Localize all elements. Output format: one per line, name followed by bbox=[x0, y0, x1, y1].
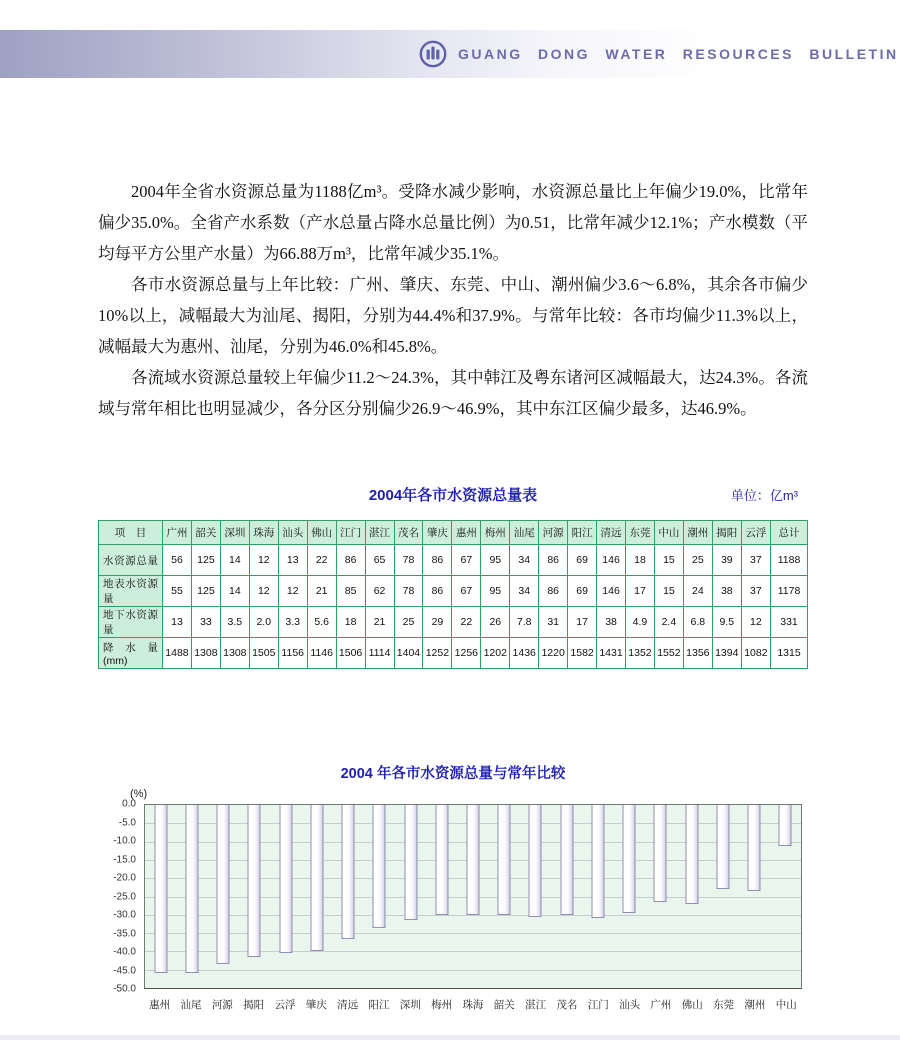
table-cell: 67 bbox=[452, 576, 481, 607]
table-header-row bbox=[99, 521, 808, 545]
paragraph-overview: 2004年全省水资源总量为1188亿m³。受降水减少影响，水资源总量比上年偏少19.0%，比常年偏少35.0%。全省产水系数（产水总量占降水总量比例）为0.51，比常年减少12.1%；产水模数（平均每平方公里产水量）为66.88万m³，比常年减少35.1%。 bbox=[98, 182, 808, 263]
chart-bar bbox=[498, 805, 511, 915]
x-tick-label: 肇庆 bbox=[305, 999, 327, 1011]
table-cell: 38 bbox=[712, 576, 741, 607]
chart-bar bbox=[779, 805, 792, 846]
gridline bbox=[145, 970, 801, 971]
table-cell: 1220 bbox=[539, 638, 568, 669]
table-cell: 62 bbox=[365, 576, 394, 607]
water-resources-table bbox=[98, 520, 808, 669]
chart-bar bbox=[685, 805, 698, 904]
y-tick-label: -40.0 bbox=[113, 946, 136, 958]
table-header-city: 惠州 bbox=[452, 521, 481, 545]
table-cell: 146 bbox=[597, 545, 626, 576]
table-cell: 1404 bbox=[394, 638, 423, 669]
table-cell: 15 bbox=[654, 576, 683, 607]
table-header-city: 清远 bbox=[597, 521, 626, 545]
table-cell: 125 bbox=[191, 545, 220, 576]
table-cell: 17 bbox=[568, 607, 597, 638]
gridline bbox=[145, 933, 801, 934]
table-header-city: 潮州 bbox=[683, 521, 712, 545]
chart-bar bbox=[217, 805, 230, 964]
chart-x-axis bbox=[144, 990, 802, 1022]
table-cell: 1252 bbox=[423, 638, 452, 669]
table-row bbox=[99, 607, 808, 638]
table-cell: 25 bbox=[394, 607, 423, 638]
chart-bar bbox=[373, 805, 386, 928]
table-cell: 12 bbox=[278, 576, 307, 607]
y-tick-label: -25.0 bbox=[113, 891, 136, 902]
table-header-city: 珠海 bbox=[249, 521, 278, 545]
table-cell: 1488 bbox=[163, 638, 192, 669]
row-label: 地表水资源量 bbox=[99, 576, 163, 607]
x-tick-label: 东莞 bbox=[713, 999, 735, 1011]
table-cell: 7.8 bbox=[510, 607, 539, 638]
table-cell: 18 bbox=[626, 545, 655, 576]
y-tick-label: -35.0 bbox=[113, 928, 136, 939]
table-cell: 1356 bbox=[683, 638, 712, 669]
table-cell: 3.5 bbox=[220, 607, 249, 638]
table-cell: 34 bbox=[510, 545, 539, 576]
chart-bar bbox=[342, 805, 355, 939]
paragraph-city-comparison: 各市水资源总量与上年比较：广州、肇庆、东莞、中山、潮州偏少3.6～6.8%，其余各市偏少10%以上，减幅最大为汕尾、揭阳，分别为44.4%和37.9%。与常年比较：各市均偏少11.3%以上，减幅最大为惠州、汕尾，分别为46.0%和45.8%。 bbox=[98, 275, 808, 356]
chart-bar bbox=[404, 805, 417, 920]
table-cell: 39 bbox=[712, 545, 741, 576]
y-tick-label: -15.0 bbox=[113, 854, 136, 865]
table-header-city: 东莞 bbox=[626, 521, 655, 545]
table-body bbox=[99, 545, 808, 669]
table-header-city: 佛山 bbox=[307, 521, 336, 545]
x-tick-label: 韶关 bbox=[493, 999, 515, 1011]
y-tick-label: -10.0 bbox=[113, 835, 136, 847]
x-tick-label: 云浮 bbox=[274, 999, 296, 1011]
table-cell: 85 bbox=[336, 576, 365, 607]
table-cell: 24 bbox=[683, 576, 712, 607]
table-cell: 1188 bbox=[771, 545, 808, 576]
table-cell: 13 bbox=[278, 545, 307, 576]
chart-title: 2004 年各市水资源总量与常年比较 bbox=[340, 766, 566, 782]
table-cell: 15 bbox=[654, 545, 683, 576]
table-header-city: 广州 bbox=[163, 521, 192, 545]
table-cell: 69 bbox=[568, 545, 597, 576]
table-cell: 5.6 bbox=[307, 607, 336, 638]
table-cell: 34 bbox=[510, 576, 539, 607]
table-cell: 37 bbox=[741, 545, 770, 576]
table-header-city: 江门 bbox=[336, 521, 365, 545]
table-cell: 78 bbox=[394, 545, 423, 576]
table-cell: 56 bbox=[163, 545, 192, 576]
gridline bbox=[145, 951, 801, 952]
x-tick-label: 汕尾 bbox=[180, 999, 202, 1011]
table-cell: 1582 bbox=[568, 638, 597, 669]
chart-bar bbox=[591, 805, 604, 918]
x-tick-label: 河源 bbox=[211, 999, 233, 1011]
table-cell: 38 bbox=[597, 607, 626, 638]
table-header-city: 汕头 bbox=[278, 521, 307, 545]
table-cell: 12 bbox=[249, 576, 278, 607]
table-cell: 1114 bbox=[365, 638, 394, 669]
x-tick-label: 广州 bbox=[650, 999, 672, 1011]
x-tick-label: 清远 bbox=[337, 999, 359, 1011]
table-cell: 12 bbox=[249, 545, 278, 576]
table-cell: 1436 bbox=[510, 638, 539, 669]
table-cell: 22 bbox=[307, 545, 336, 576]
chart-bar bbox=[310, 805, 323, 951]
chart-bar bbox=[467, 805, 480, 915]
x-tick-label: 潮州 bbox=[744, 999, 766, 1011]
table-cell: 1505 bbox=[249, 638, 278, 669]
comparison-bar-chart bbox=[98, 788, 808, 1036]
table-cell: 86 bbox=[336, 545, 365, 576]
table-header-city: 汕尾 bbox=[510, 521, 539, 545]
x-tick-label: 江门 bbox=[587, 999, 609, 1011]
x-tick-label: 茂名 bbox=[556, 999, 578, 1011]
chart-bar bbox=[185, 805, 198, 973]
table-cell: 18 bbox=[336, 607, 365, 638]
table-cell: 1552 bbox=[654, 638, 683, 669]
table-cell: 31 bbox=[539, 607, 568, 638]
table-cell: 29 bbox=[423, 607, 452, 638]
table-cell: 86 bbox=[423, 576, 452, 607]
x-tick-label: 惠州 bbox=[149, 999, 171, 1011]
table-cell: 1431 bbox=[597, 638, 626, 669]
table-cell: 95 bbox=[481, 576, 510, 607]
table-cell: 1082 bbox=[741, 638, 770, 669]
row-label: 水资源总量 bbox=[99, 545, 163, 576]
table-title: 2004年各市水资源总量表 bbox=[368, 487, 538, 504]
table-unit-label: 单位：亿m³ bbox=[730, 488, 798, 503]
table-cell: 95 bbox=[481, 545, 510, 576]
table-cell: 67 bbox=[452, 545, 481, 576]
table-cell: 9.5 bbox=[712, 607, 741, 638]
footer-strip bbox=[0, 1035, 900, 1040]
table-header-city: 韶关 bbox=[191, 521, 220, 545]
table-cell: 1308 bbox=[220, 638, 249, 669]
table-header-city: 总计 bbox=[771, 521, 808, 545]
table-cell: 78 bbox=[394, 576, 423, 607]
table-cell: 86 bbox=[423, 545, 452, 576]
table-header-city: 肇庆 bbox=[423, 521, 452, 545]
table-cell: 1256 bbox=[452, 638, 481, 669]
table-cell: 17 bbox=[626, 576, 655, 607]
chart-bar bbox=[560, 805, 573, 915]
chart-plot-area bbox=[144, 804, 802, 989]
chart-bar bbox=[654, 805, 667, 902]
table-caption bbox=[98, 484, 808, 505]
body-text bbox=[98, 176, 808, 424]
table-cell: 22 bbox=[452, 607, 481, 638]
table-cell: 1156 bbox=[278, 638, 307, 669]
table-header-item: 项 目 bbox=[99, 521, 163, 545]
table-cell: 1394 bbox=[712, 638, 741, 669]
table-cell: 12 bbox=[741, 607, 770, 638]
y-tick-label: -50.0 bbox=[113, 983, 136, 995]
chart-bar bbox=[748, 805, 761, 891]
table-cell: 2.0 bbox=[249, 607, 278, 638]
table-row bbox=[99, 576, 808, 607]
y-axis-unit-label: (%) bbox=[130, 788, 148, 800]
x-tick-label: 湛江 bbox=[525, 999, 547, 1011]
table-cell: 21 bbox=[307, 576, 336, 607]
banner-title: GUANG DONG WATER RESOURCES BULLETIN bbox=[458, 46, 899, 62]
y-tick-label: 0.0 bbox=[122, 798, 136, 810]
table-header-city: 茂名 bbox=[394, 521, 423, 545]
table-cell: 125 bbox=[191, 576, 220, 607]
x-tick-label: 揭阳 bbox=[243, 999, 265, 1011]
banner-content bbox=[418, 39, 899, 69]
y-tick-label: -20.0 bbox=[113, 872, 136, 884]
table-cell: 4.9 bbox=[626, 607, 655, 638]
x-tick-label: 中山 bbox=[775, 999, 797, 1011]
table-cell: 2.4 bbox=[654, 607, 683, 638]
table-cell: 6.8 bbox=[683, 607, 712, 638]
table-cell: 69 bbox=[568, 576, 597, 607]
chart-y-axis bbox=[98, 798, 140, 995]
chart-bar bbox=[154, 805, 167, 973]
table-cell: 13 bbox=[163, 607, 192, 638]
y-tick-label: -5.0 bbox=[118, 817, 136, 828]
table-header-city: 中山 bbox=[654, 521, 683, 545]
gridline bbox=[145, 915, 801, 916]
table-cell: 1352 bbox=[626, 638, 655, 669]
x-tick-label: 佛山 bbox=[681, 999, 703, 1011]
paragraph-basin-comparison: 各流域水资源总量较上年偏少11.2～24.3%，其中韩江及粤东诸河区减幅最大，达24.3%。各流域与常年相比也明显减少，各分区分别偏少26.9～46.9%，其中东江区偏少最多，达46.9%。 bbox=[98, 368, 808, 418]
chart-bar bbox=[623, 805, 636, 913]
chart-bar bbox=[248, 805, 261, 957]
table-cell: 37 bbox=[741, 576, 770, 607]
table-cell: 86 bbox=[539, 545, 568, 576]
table-cell: 1178 bbox=[771, 576, 808, 607]
chart-bar bbox=[529, 805, 542, 917]
table-header-city: 云浮 bbox=[741, 521, 770, 545]
table-row bbox=[99, 545, 808, 576]
page-banner bbox=[0, 30, 900, 78]
x-tick-label: 珠海 bbox=[462, 999, 484, 1011]
row-label: 地下水资源量 bbox=[99, 607, 163, 638]
table-cell: 1202 bbox=[481, 638, 510, 669]
table-cell: 26 bbox=[481, 607, 510, 638]
table-header-city: 湛江 bbox=[365, 521, 394, 545]
table-cell: 86 bbox=[539, 576, 568, 607]
table-cell: 1506 bbox=[336, 638, 365, 669]
x-tick-label: 阳江 bbox=[368, 999, 390, 1011]
table-cell: 14 bbox=[220, 545, 249, 576]
bulletin-logo-icon bbox=[418, 39, 448, 69]
chart-bar bbox=[716, 805, 729, 889]
table-header-city: 深圳 bbox=[220, 521, 249, 545]
table-cell: 14 bbox=[220, 576, 249, 607]
table-cell: 146 bbox=[597, 576, 626, 607]
table-row bbox=[99, 638, 808, 669]
table-cell: 1146 bbox=[307, 638, 336, 669]
table-cell: 21 bbox=[365, 607, 394, 638]
table-cell: 331 bbox=[771, 607, 808, 638]
table-cell: 55 bbox=[163, 576, 192, 607]
table-cell: 33 bbox=[191, 607, 220, 638]
table-header-city: 阳江 bbox=[568, 521, 597, 545]
x-tick-label: 汕头 bbox=[619, 999, 641, 1011]
table-header-city: 揭阳 bbox=[712, 521, 741, 545]
table-cell: 1315 bbox=[771, 638, 808, 669]
table-cell: 3.3 bbox=[278, 607, 307, 638]
y-tick-label: -45.0 bbox=[113, 965, 136, 976]
table-header-city: 梅州 bbox=[481, 521, 510, 545]
table-cell: 65 bbox=[365, 545, 394, 576]
row-label: 降水量(mm) bbox=[99, 638, 163, 669]
table-cell: 1308 bbox=[191, 638, 220, 669]
table-cell: 25 bbox=[683, 545, 712, 576]
x-tick-label: 深圳 bbox=[399, 999, 421, 1011]
x-tick-label: 梅州 bbox=[431, 999, 453, 1011]
chart-bar bbox=[435, 805, 448, 915]
y-tick-label: -30.0 bbox=[113, 909, 136, 921]
table-header-city: 河源 bbox=[539, 521, 568, 545]
chart-bar bbox=[279, 805, 292, 953]
